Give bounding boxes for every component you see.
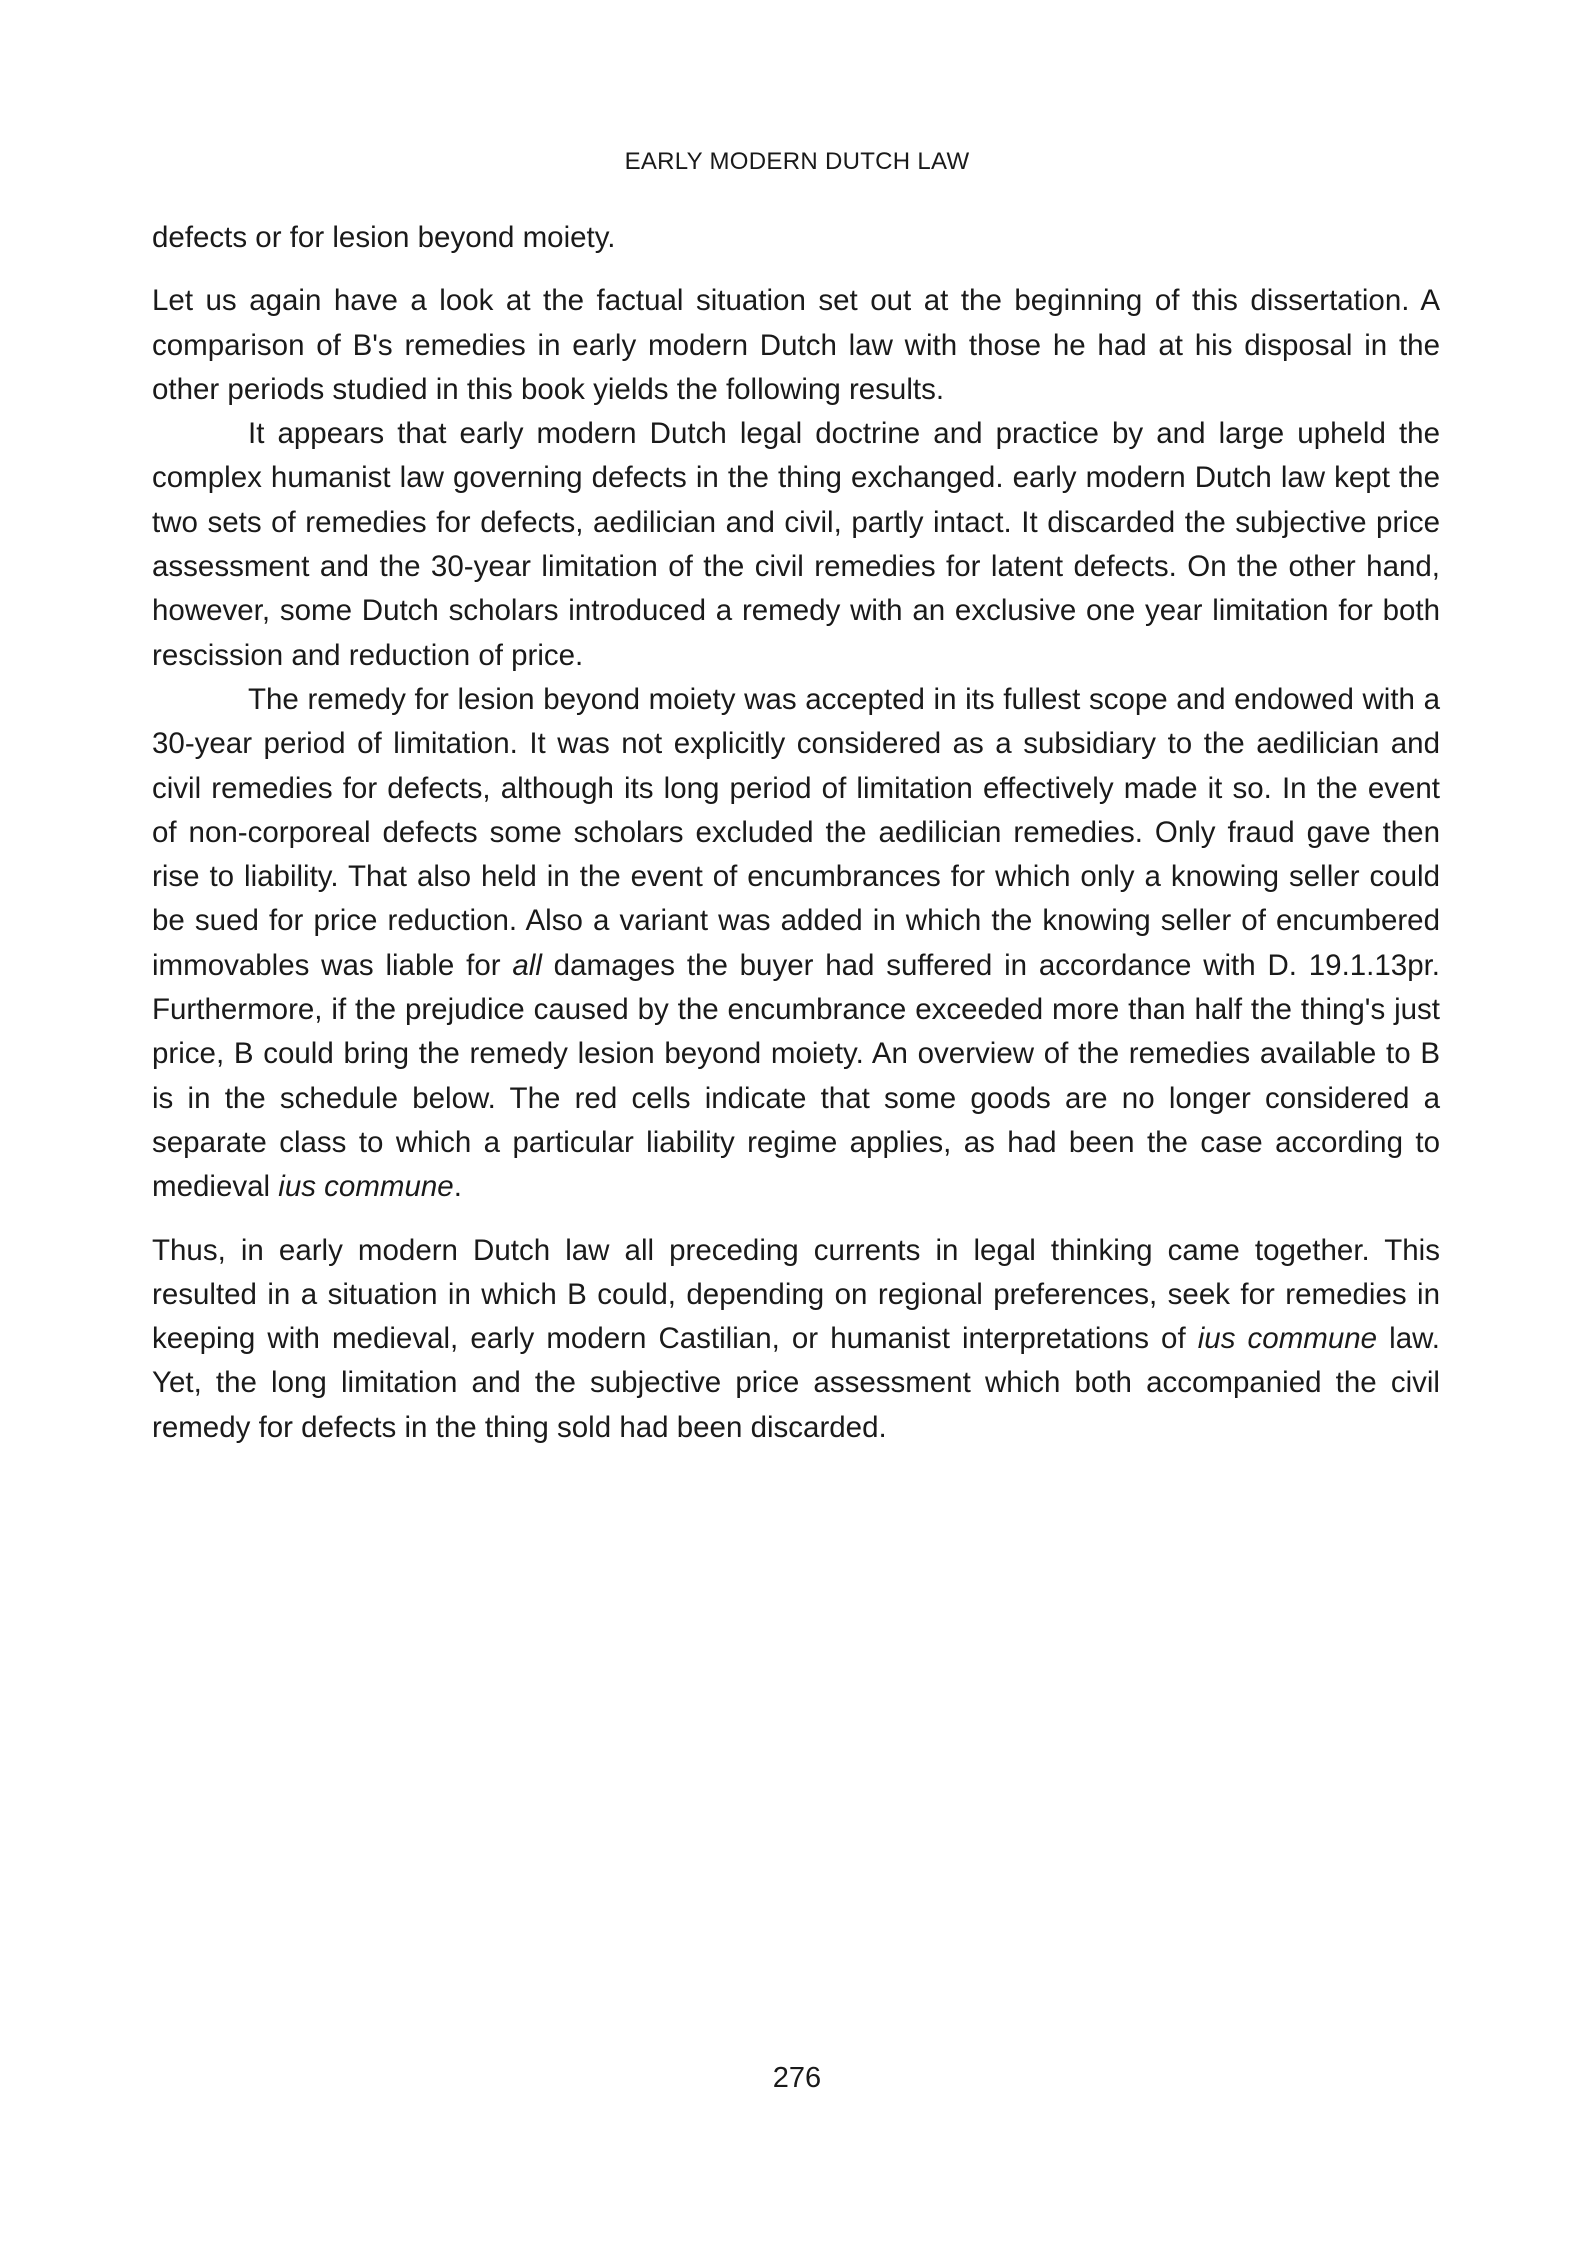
paragraph-factual-situation: Let us again have a look at the factual situation set out at the beginning of this dissertation. A comparison of B's remedies in early modern Dutch law with those he had at his disposal in the other periods studied in this book yields the following results. bbox=[152, 284, 1440, 406]
text-run: The remedy for lesion beyond moiety was accepted in its fullest scope and endowed with a 30-year period of limitation. It was not explicitly considered as a subsidiary to the aedilician and civil remedies for defects, although its long period of limitation effectively made it so. In the event of non-corporeal defects some scholars excluded the aedilician remedies. Only fraud gave then rise to liability. That also held in the event of encumbrances for which only a knowing seller could be sued for price reduction. Also a variant was added in which the knowing seller of encumbered immovables was liable for bbox=[152, 682, 1440, 982]
text-run: . bbox=[453, 1170, 462, 1204]
paragraph-lesion-beyond-moiety bbox=[152, 678, 1440, 1210]
text-run: law. Yet, the long limitation and the subjective price assessment which both accompanied the civil remedy for defects in the thing sold had been discarded. bbox=[152, 1322, 1440, 1444]
text-run: damages the buyer had suffered in accordance with D. 19.1.13pr. Furthermore, if the prejudice caused by the encumbrance exceeded more than half the thing's just price, B could bring the remedy lesion beyond moiety. An overview of the remedies available to B is in the schedule below. The red cells indicate that some goods are no longer considered a separate class to which a particular liability regime applies, as had been the case according to medieval bbox=[152, 948, 1440, 1204]
page-number: 276 bbox=[772, 2062, 822, 2094]
italic-term: all bbox=[512, 948, 542, 982]
paragraph-continuation: defects or for lesion beyond moiety. bbox=[152, 221, 616, 254]
italic-term: ius commune bbox=[1197, 1322, 1378, 1356]
paragraph-humanist-law: It appears that early modern Dutch legal doctrine and practice by and large upheld the complex humanist law governing defects in the thing exchanged. early modern Dutch law kept the two sets of remedies for defects, aedilician and civil, partly intact. It discarded the subjective price assessment and the 30-year limitation of the civil remedies for latent defects. On the other hand, however, some Dutch scholars introduced a remedy with an exclusive one year limitation for both rescission and reduction of price. bbox=[152, 417, 1440, 672]
paragraph-conclusion bbox=[152, 1229, 1440, 1450]
body-text bbox=[152, 216, 1440, 1450]
italic-term: ius commune bbox=[278, 1170, 454, 1204]
text-run: Thus, in early modern Dutch law all preceding currents in legal thinking came together. This resulted in a situation in which B could, depending on regional preferences, seek for remedies in keeping with medieval, early modern Castilian, or humanist interpretations of bbox=[152, 1233, 1440, 1356]
running-header: EARLY MODERN DUTCH LAW bbox=[624, 148, 970, 175]
